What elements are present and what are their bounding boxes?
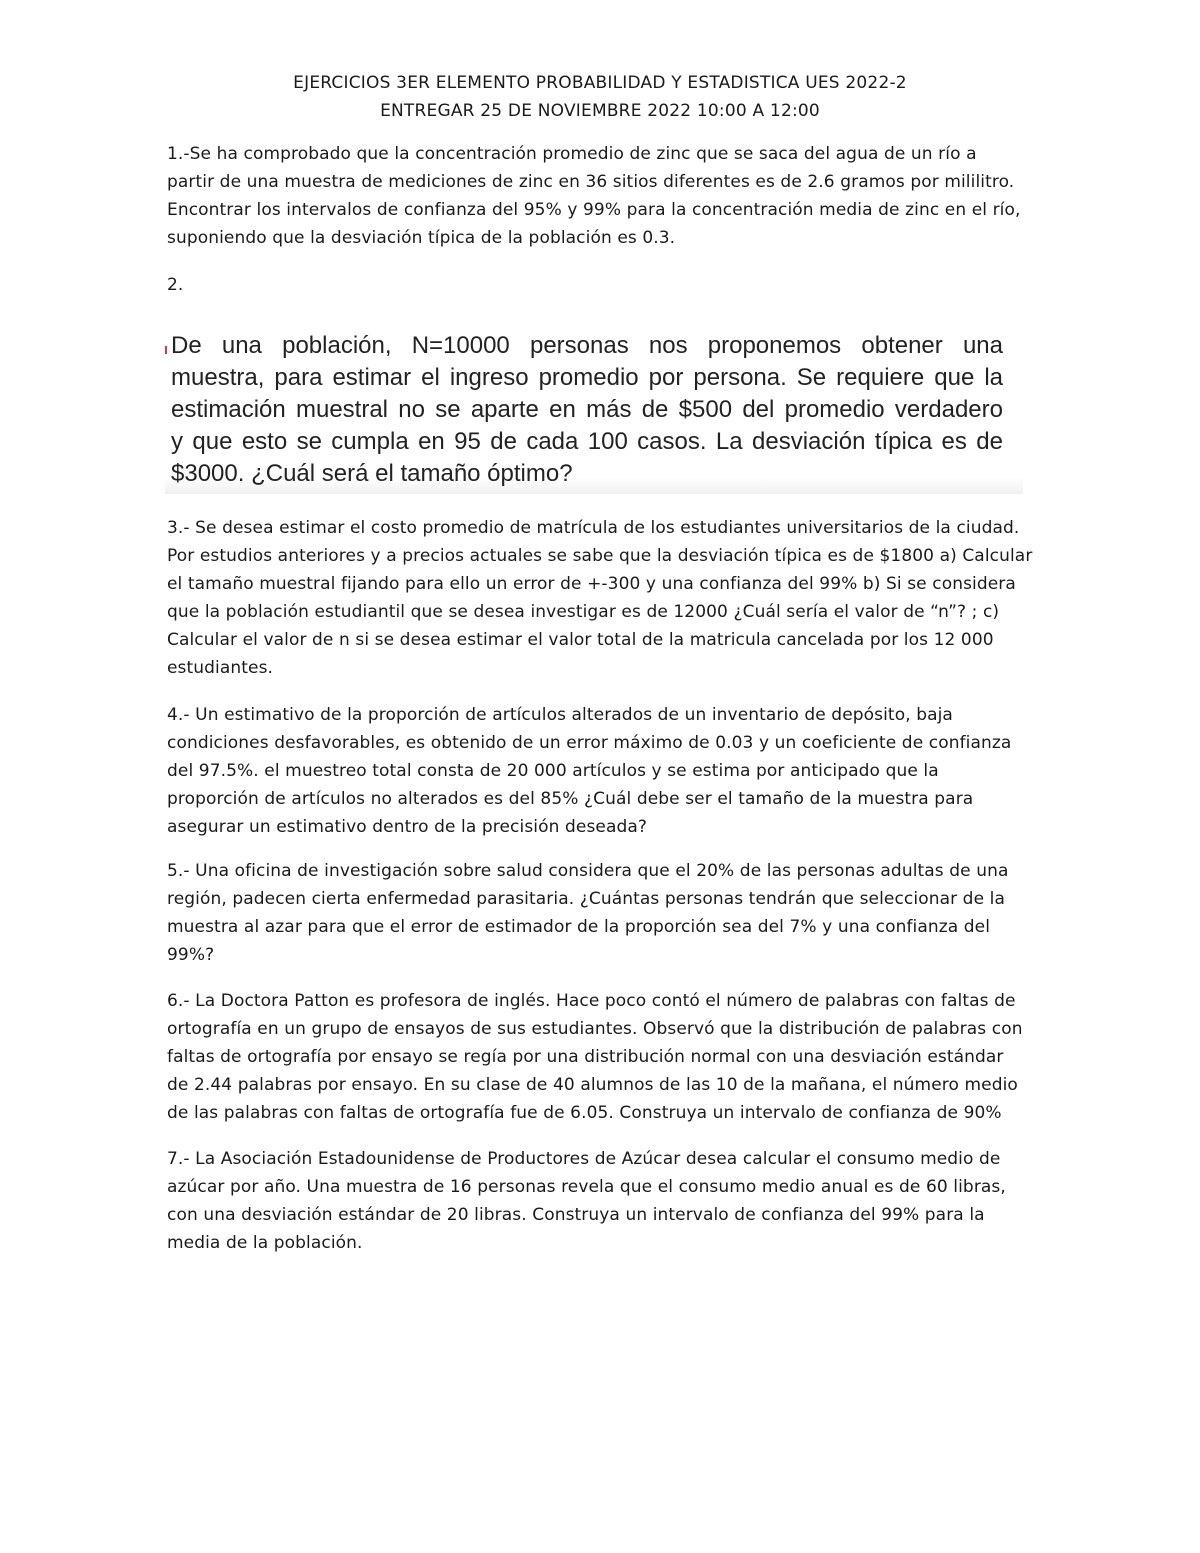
exercise-5-line: 99%? bbox=[167, 945, 215, 965]
exercise-4-line: proporción de artículos no alterados es del 85% ¿Cuál debe ser el tamaño de la muestra para bbox=[167, 789, 974, 809]
exercise-7-line: con una desviación estándar de 20 libras. Construya un intervalo de confianza del 99% para la bbox=[167, 1205, 985, 1225]
exercise-3-line: 3.- Se desea estimar el costo promedio de matrícula de los estudiantes universitarios de la ciudad. bbox=[167, 518, 1020, 538]
exercise-4-line: del 97.5%. el muestreo total consta de 20 000 artículos y se estima por anticipado que la bbox=[167, 761, 939, 781]
exercise-5-line: 5.- Una oficina de investigación sobre salud considera que el 20% de las personas adultas de una bbox=[167, 861, 1009, 881]
exercise-4-line: condiciones desfavorables, es obtenido de un error máximo de 0.03 y un coeficiente de confianza bbox=[167, 733, 1012, 753]
exercise-2-clip-line: y que esto se cumpla en 95 de cada 100 casos. La desviación típica es de bbox=[171, 428, 1003, 455]
exercise-1 bbox=[167, 140, 1039, 252]
exercise-5 bbox=[167, 857, 1039, 969]
exercise-3 bbox=[167, 514, 1039, 682]
exercise-6 bbox=[167, 987, 1039, 1127]
document-title: EJERCICIOS 3ER ELEMENTO PROBABILIDAD Y ESTADISTICA UES 2022-2 bbox=[293, 73, 907, 93]
exercise-6-line: de 2.44 palabras por ensayo. En su clase de 40 alumnos de las 10 de la mañana, el número medio bbox=[167, 1075, 1018, 1095]
exercise-2-clip-line: estimación muestral no se aparte en más de $500 del promedio verdadero bbox=[171, 396, 1003, 423]
exercise-6-line: de las palabras con faltas de ortografía fue de 6.05. Construya un intervalo de confianza de 90% bbox=[167, 1103, 1002, 1123]
exercise-5-line: muestra al azar para que el error de estimador de la proporción sea del 7% y una confianza del bbox=[167, 917, 991, 937]
exercise-4-line: asegurar un estimativo dentro de la precisión deseada? bbox=[167, 817, 648, 837]
exercise-4 bbox=[167, 701, 1039, 841]
exercise-2-clip-line: De una población, N=10000 personas nos proponemos obtener una bbox=[171, 332, 1003, 359]
exercise-1-line: Encontrar los intervalos de confianza del 95% y 99% para la concentración media de zinc en el río, bbox=[167, 200, 1021, 220]
exercise-3-line: el tamaño muestral fijando para ello un error de +-300 y una confianza del 99% b) Si se considera bbox=[167, 574, 1016, 594]
exercise-6-line: ortografía en un grupo de ensayos de sus estudiantes. Observó que la distribución de palabras con bbox=[167, 1019, 1023, 1039]
exercise-2-number: 2. bbox=[167, 275, 184, 295]
exercise-2-clip-line: $3000. ¿Cuál será el tamaño óptimo? bbox=[171, 460, 573, 487]
exercise-7-line: azúcar por año. Una muestra de 16 personas revela que el consumo medio anual es de 60 libras, bbox=[167, 1177, 1006, 1197]
exercise-2-pasted-image bbox=[165, 326, 1023, 494]
exercise-7 bbox=[167, 1145, 1039, 1257]
exercise-3-line: Calcular el valor de n si se desea estimar el valor total de la matricula cancelada por los 12 000 bbox=[167, 630, 994, 650]
exercise-6-line: 6.- La Doctora Patton es profesora de inglés. Hace poco contó el número de palabras con faltas de bbox=[167, 991, 1016, 1011]
exercise-2-label bbox=[167, 271, 1039, 299]
clip-marker bbox=[165, 346, 167, 354]
exercise-5-line: región, padecen cierta enfermedad parasitaria. ¿Cuántas personas tendrán que seleccionar de la bbox=[167, 889, 1005, 909]
exercise-1-line: suponiendo que la desviación típica de la población es 0.3. bbox=[167, 228, 676, 248]
exercise-3-line: estudiantes. bbox=[167, 658, 274, 678]
exercise-3-line: Por estudios anteriores y a precios actuales se sabe que la desviación típica es de $1800 a) Calcular bbox=[167, 546, 1033, 566]
exercise-4-line: 4.- Un estimativo de la proporción de artículos alterados de un inventario de depósito, baja bbox=[167, 705, 953, 725]
exercise-2-clip-line: muestra, para estimar el ingreso promedio por persona. Se requiere que la bbox=[171, 364, 1003, 391]
exercise-1-line: 1.-Se ha comprobado que la concentración promedio de zinc que se saca del agua de un río a bbox=[167, 144, 977, 164]
exercise-7-line: 7.- La Asociación Estadounidense de Productores de Azúcar desea calcular el consumo medio de bbox=[167, 1149, 1001, 1169]
exercise-3-line: que la población estudiantil que se desea investigar es de 12000 ¿Cuál sería el valor de “n”? ; c) bbox=[167, 602, 1000, 622]
exercise-1-line: partir de una muestra de mediciones de zinc en 36 sitios diferentes es de 2.6 gramos por mililitro. bbox=[167, 172, 1015, 192]
exercise-7-line: media de la población. bbox=[167, 1233, 363, 1253]
exercise-6-line: faltas de ortografía por ensayo se regía por una distribución normal con una desviación estándar bbox=[167, 1047, 1004, 1067]
submission-deadline: ENTREGAR 25 DE NOVIEMBRE 2022 10:00 A 12:00 bbox=[380, 101, 820, 121]
